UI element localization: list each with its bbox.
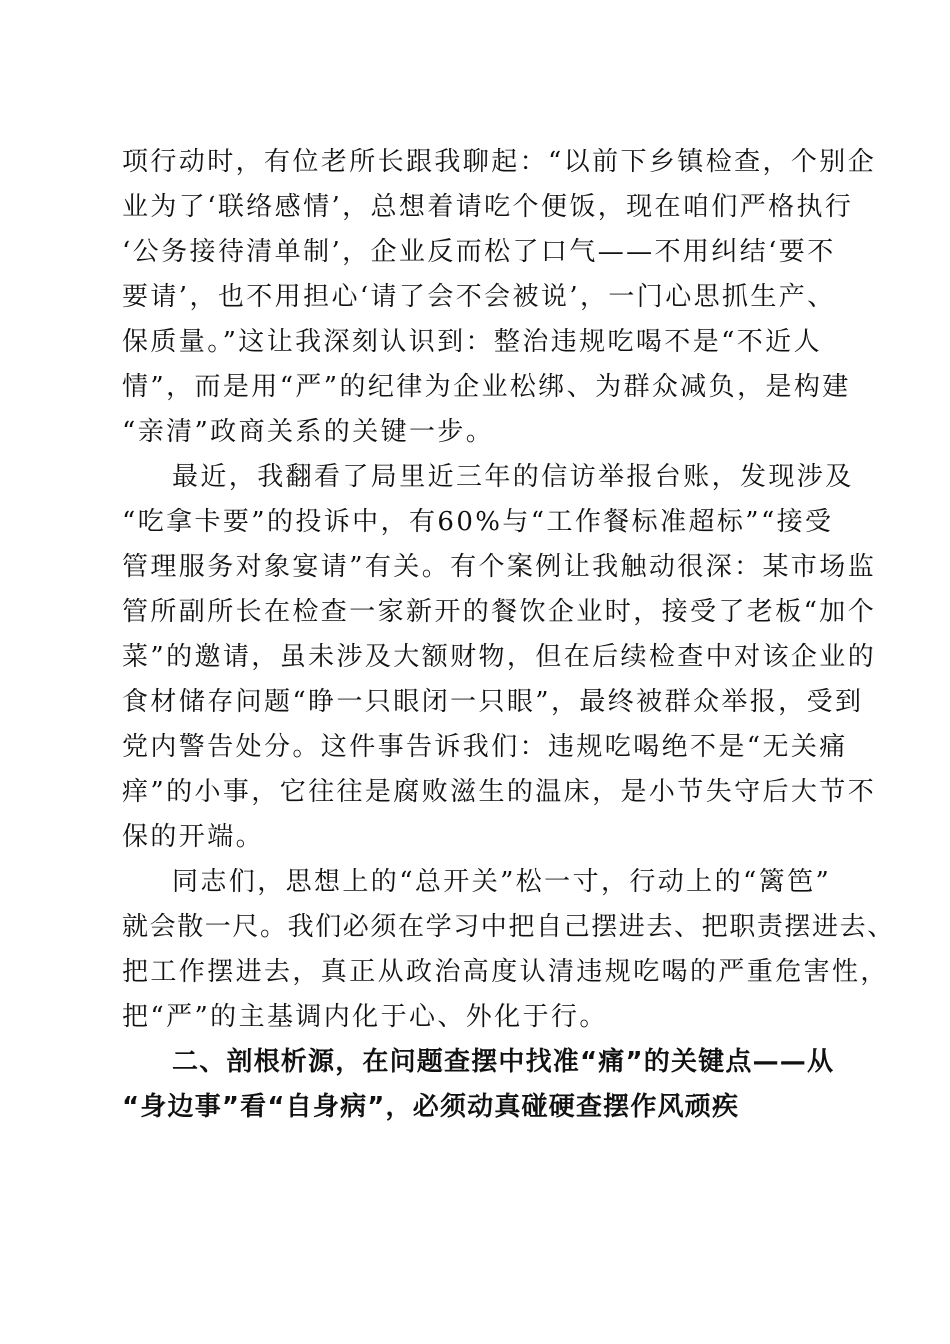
- text-line: 业为了‘联络感情’，总想着请吃个便饭，现在咱们严格执行: [122, 192, 854, 222]
- text-line: “亲清”政商关系的关键一步。: [122, 417, 495, 447]
- text-line: 就会散一尺。我们必须在学习中把自己摆进去、把职责摆进去、: [122, 912, 895, 942]
- text-line: 保的开端。: [122, 822, 265, 852]
- text-line: 情”，而是用“严”的纪律为企业松绑、为群众减负，是构建: [122, 372, 851, 402]
- text-line: 同志们，思想上的“总开关”松一寸，行动上的“篱笆”: [172, 867, 832, 897]
- text-line: 保质量。”这让我深刻认识到：整治违规吃喝不是“不近人: [122, 327, 822, 357]
- text-line: ‘公务接待清单制’，企业反而松了口气——不用纠结‘要不: [122, 237, 836, 267]
- text-line: 痒”的小事，它往往是腐败滋生的温床，是小节失守后大节不: [122, 777, 877, 807]
- text-line: “吃拿卡要”的投诉中，有60%与“工作餐标准超标”“接受: [122, 507, 834, 537]
- text-line: 把“严”的主基调内化于心、外化于行。: [122, 1002, 608, 1032]
- text-line: 项行动时，有位老所长跟我聊起：“以前下乡镇检查，个别企: [122, 147, 877, 177]
- text-line: 党内警告处分。这件事告诉我们：违规吃喝绝不是“无关痛: [122, 732, 848, 762]
- text-line: 最近，我翻看了局里近三年的信访举报台账，发现涉及: [172, 462, 854, 492]
- section-heading-line: “身边事”看“自身病”，必须动真碰硬查摆作风顽疾: [122, 1092, 740, 1122]
- text-line: 管所副所长在检查一家新开的餐饮企业时，接受了老板“加个: [122, 597, 877, 627]
- text-line: 管理服务对象宴请”有关。有个案例让我触动很深：某市场监: [122, 552, 877, 582]
- text-line: 要请’，也不用担心‘请了会不会被说’，一门心思抓生产、: [122, 282, 836, 312]
- text-line: 把工作摆进去，真正从政治高度认清违规吃喝的严重危害性，: [122, 957, 889, 987]
- text-line: 菜”的邀请，虽未涉及大额财物，但在后续检查中对该企业的: [122, 642, 877, 672]
- text-line: 食材储存问题“睁一只眼闭一只眼”，最终被群众举报，受到: [122, 687, 864, 717]
- section-heading-line: 二、剖根析源，在问题查摆中找准“痛”的关键点——从: [172, 1047, 835, 1077]
